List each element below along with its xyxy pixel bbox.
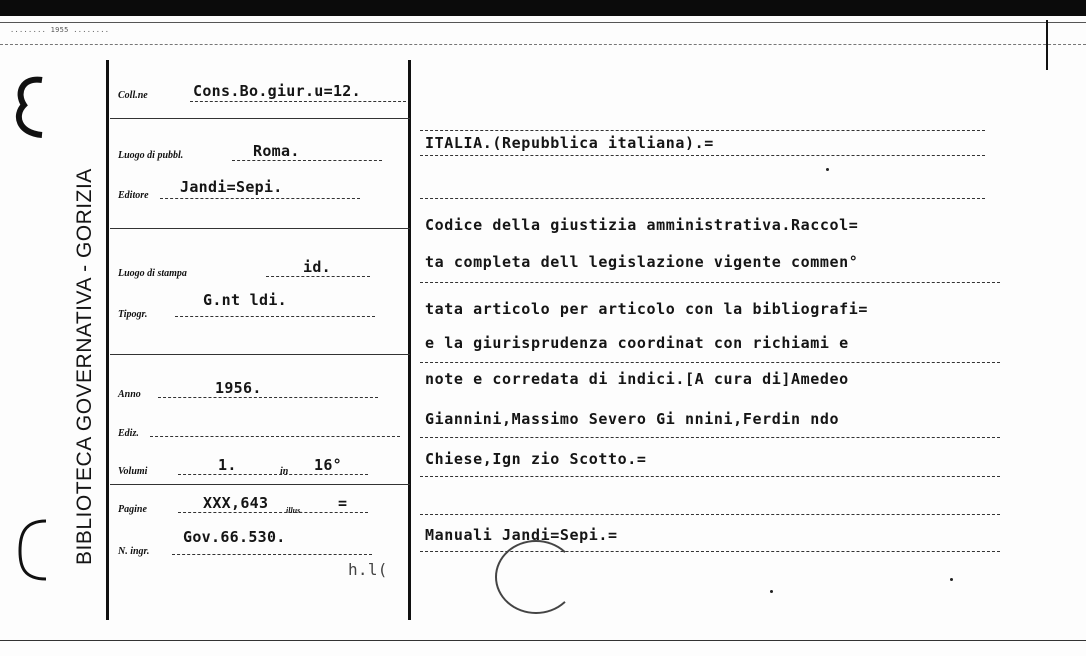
volumi-value: 1.: [218, 456, 237, 474]
top-border-line: [0, 22, 1086, 23]
pagine-value: XXX,643: [203, 494, 269, 512]
heading-line: ITALIA.(Repubblica italiana).=: [425, 134, 714, 152]
tipogr-label: Tipogr.: [118, 309, 148, 320]
bottom-border-line: [0, 640, 1086, 641]
body-line-6: Giannini,Massimo Severo Gi nnini,Ferdin ndo: [425, 410, 840, 428]
pagine-suffix-value: =: [338, 494, 348, 512]
editore-value: Jandi=Sepi.: [180, 178, 283, 196]
speck-3: [950, 578, 953, 581]
body-line-7: Chiese,Ign zio Scotto.=: [425, 450, 647, 468]
body-line-5: note e corredata di indici.[A cura di]Amedeo: [425, 370, 849, 388]
pagine-label: Pagine: [118, 504, 147, 515]
right-edge-mark: [1046, 20, 1048, 70]
tipogr-value: G.nt ldi.: [203, 291, 287, 309]
library-side-label: BIBLIOTECA GOVERNATIVA - GORIZIA: [73, 168, 96, 565]
pagine-suffix-label: illus.: [286, 506, 303, 515]
anno-label: Anno: [118, 389, 141, 400]
middle-vertical-rule: [408, 60, 411, 620]
rule-after-coll: [110, 118, 410, 119]
luogo-pubbl-value: Roma.: [253, 142, 300, 160]
n-ingr-value: Gov.66.530.: [183, 528, 286, 546]
body-rule-6: [420, 437, 1000, 438]
ediz-label: Ediz.: [118, 428, 139, 439]
luogo-pubbl-underline: [232, 160, 382, 161]
top-dash-line: [0, 44, 1086, 46]
heading-top-rule: [420, 130, 985, 131]
circular-stamp: [495, 540, 577, 614]
tipogr-underline: [175, 316, 375, 317]
volumi-label: Volumi: [118, 466, 148, 477]
heading-bottom-rule: [420, 155, 985, 156]
editore-label: Editore: [118, 190, 149, 201]
luogo-stampa-label: Luogo di stampa: [118, 268, 187, 279]
n-ingr-label: N. ingr.: [118, 546, 150, 557]
rule-after-tipogr: [110, 354, 410, 355]
n-ingr-underline: [172, 554, 372, 555]
body-rule-2: [420, 282, 1000, 283]
volumi-in-value: 16°: [314, 456, 342, 474]
body-line-4: e la giurisprudenza coordinat con richiami e: [425, 334, 849, 352]
rule-after-volumi: [110, 484, 410, 485]
speck-2: [770, 590, 773, 593]
anno-underline: [158, 397, 378, 398]
pagine-underline: [178, 512, 368, 513]
ediz-underline: [150, 436, 400, 437]
luogo-stampa-underline: [266, 276, 370, 277]
volumi-underline: [178, 474, 368, 475]
volumi-in-label: in: [280, 466, 289, 477]
blank-rule-2: [420, 514, 1000, 515]
blank-rule-1: [420, 198, 985, 199]
editore-underline: [160, 198, 360, 199]
anno-value: 1956.: [215, 379, 262, 397]
footer-line: Manuali Jandi=Sepi.=: [425, 526, 618, 544]
card-top-edge: [0, 0, 1086, 16]
body-rule-7: [420, 476, 1000, 477]
left-vertical-rule: [106, 60, 109, 620]
collocazione-underline: [190, 101, 406, 102]
collocazione-label: Coll.ne: [118, 90, 148, 101]
luogo-pubbl-label: Luogo di pubbl.: [118, 150, 184, 161]
collocazione-value: Cons.Bo.giur.u=12.: [193, 82, 361, 100]
stamp-mark: h.l(: [348, 560, 388, 579]
body-line-2: ta completa dell legislazione vigente commen°: [425, 253, 859, 271]
binder-mark-top-icon: [8, 75, 48, 140]
speck-1: [826, 168, 829, 171]
body-line-1: Codice della giustizia amministrativa.Raccol=: [425, 216, 859, 234]
luogo-stampa-value: id.: [303, 258, 331, 276]
binder-mark-bottom-icon: [8, 515, 48, 585]
top-note: ........ 1955 ........: [10, 26, 110, 34]
rule-after-editore: [110, 228, 410, 229]
body-line-3: tata articolo per articolo con la bibliografi=: [425, 300, 869, 318]
body-rule-4: [420, 362, 1000, 363]
